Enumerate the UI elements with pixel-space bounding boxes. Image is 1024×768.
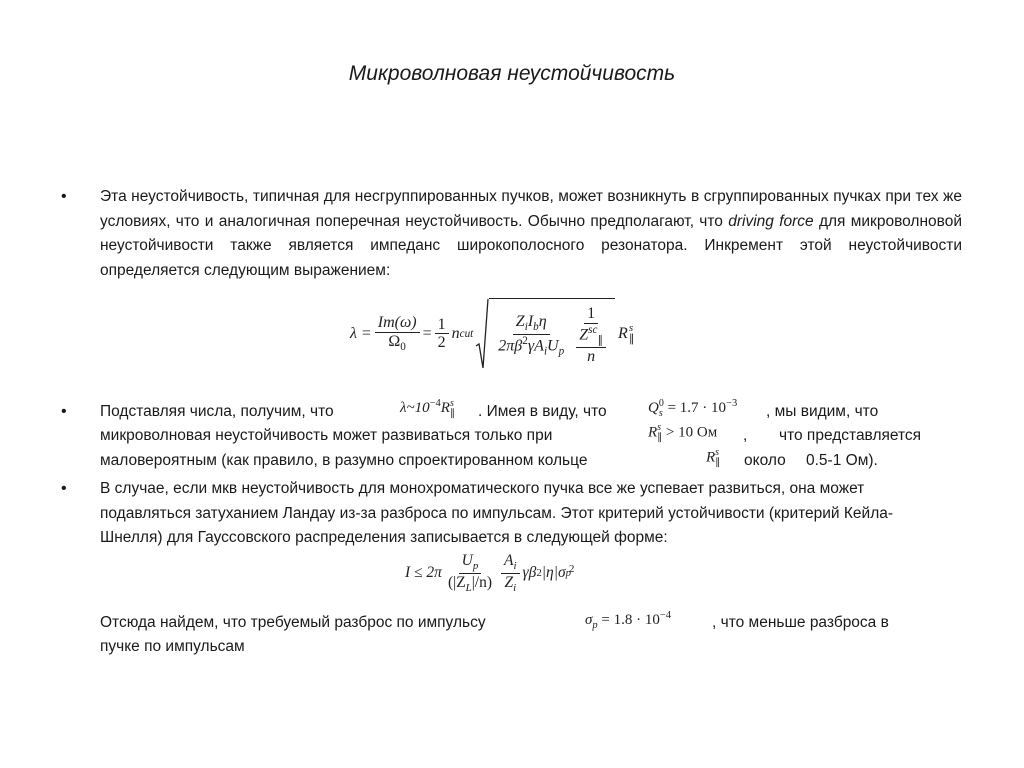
- f2-rest2: |η|σ: [541, 564, 566, 582]
- f1-sqrt: [475, 298, 615, 370]
- f-r2: R: [706, 449, 716, 466]
- f1-one: 1: [584, 305, 598, 324]
- f2-den1-rest: |/n): [471, 574, 493, 592]
- f-lambda-exp: −4: [429, 398, 441, 409]
- f2-rest2-sub: p: [565, 567, 572, 580]
- formula-keil-schnell: I ≤ 2π $\frac{U_p}{(|Z_L|/n)}$ $\frac{A_i}{Z_i}$ γβ 2 |η|σ p $^2$: [405, 552, 575, 595]
- formula-growth-rate: [350, 298, 634, 370]
- f2-lhs: I ≤ 2π: [405, 564, 442, 582]
- f1-n: n: [451, 325, 460, 342]
- f-sigma: σ: [585, 612, 593, 628]
- f1-zsc-sub: ∥: [597, 334, 604, 347]
- f2-frac2: [501, 552, 519, 595]
- f2-num1-sub: p: [472, 560, 479, 573]
- f2-num2-sub: i: [513, 560, 517, 573]
- f-r: R: [648, 424, 658, 441]
- f-sigma-exp: −4: [659, 610, 672, 621]
- f1-sq-den-u: U: [547, 336, 559, 354]
- formula-q-value: Q 0 s = $1.7 \cdot 10^{-3}$: [648, 397, 738, 419]
- f1-frac4: [573, 305, 609, 366]
- p2-part5: ,: [743, 427, 748, 444]
- p2-part7: маловероятным (как правило, в разумно спроектированном кольце: [100, 452, 588, 469]
- bullet-marker: •: [61, 403, 67, 420]
- f1-frac1: [375, 314, 420, 354]
- f-q-val: = 1.7 · 10: [667, 400, 727, 416]
- sqrt-sign-icon: [475, 298, 489, 370]
- p2-part2: . Имея в виду, что: [478, 403, 607, 420]
- f1-frac2: [435, 316, 449, 353]
- formula-lambda-value: $\lambda\sim 10^{-4}R$ s ∥: [400, 397, 455, 419]
- p2-part1: Подставляя числа, получим, что: [100, 403, 334, 420]
- f1-sq-num-z: Z: [515, 313, 525, 331]
- f1-num2: 1: [435, 316, 449, 335]
- f-q-exp: −3: [726, 398, 738, 409]
- paragraph-1-italic: driving force: [728, 212, 814, 230]
- f2-den2: Z: [504, 574, 514, 592]
- f1-frac3: $\frac{Z_iI_b\eta}{2\pi\beta^2\gamma A_iU_p}$: [498, 313, 565, 358]
- f2-num2: A: [504, 552, 514, 569]
- f2-den2-sub: i: [513, 582, 517, 595]
- f-r-val: > 10 Ом: [665, 424, 718, 441]
- f1-den1: Ω: [388, 332, 401, 350]
- f1-sq-num-i: I: [527, 313, 534, 331]
- f1-sq-den-b: γA: [527, 336, 544, 354]
- f1-sq-den-p: p: [558, 345, 565, 358]
- f1-num1: Im(ω): [377, 314, 417, 332]
- p2-part6: что представляется: [779, 427, 922, 444]
- f1-den1-sub: 0: [400, 340, 406, 353]
- f1-r-sub: ∥: [628, 333, 635, 345]
- f1-r-sup: s: [628, 322, 634, 334]
- f1-r: R: [618, 325, 628, 342]
- f1-sq-num-eta: η: [538, 313, 547, 331]
- f1-eq: =: [422, 325, 432, 342]
- bullet-marker: •: [61, 188, 67, 205]
- f1-lhs: λ =: [350, 325, 372, 342]
- paragraph-1-text-a: Эта неустойчивость, типичная для несгруппированных пучков, может возникнуть в сгруппированных пучках при тех же условиях, что и аналогичная поперечная неустойчивость. Обычно предполагают, что: [100, 188, 962, 230]
- f1-zsc: Z: [579, 326, 589, 344]
- f1-n-den: n: [587, 347, 596, 365]
- p4-part2: , что меньше разброса в: [712, 614, 889, 631]
- f1-sq-num-b: b: [533, 321, 539, 334]
- paragraph-4: [100, 611, 980, 661]
- bullet-marker: •: [61, 480, 67, 497]
- f-q: Q: [648, 400, 659, 416]
- f2-rest: γβ: [522, 564, 537, 582]
- paragraph-3: В случае, если мкв неустойчивость для монохроматического пучка все же успевает развиться, она может подавляться затуханием Ландау из-за разброса по импульсам. Этот критерий устойчивости (критерий Кейла-Шнелля) для Гауссовского распределения записывается в следующей форме:: [100, 480, 894, 546]
- f2-den1: (|Z: [447, 574, 466, 592]
- p2-part4: микроволновая неустойчивость может развиваться только при: [100, 427, 553, 444]
- f2-rest2-sup: 2: [569, 563, 575, 576]
- f1-zsc-sup: sc: [588, 323, 598, 336]
- f2-den1-sub: L: [465, 582, 472, 595]
- paragraph-1: [100, 185, 962, 283]
- p2-part9: 0.5-1 Ом).: [806, 452, 878, 469]
- f1-n-sub: cut: [459, 328, 474, 340]
- f-lambda: λ~10: [400, 400, 430, 416]
- formula-sigma-value: $\sigma_p = 1.8 \cdot 10^{-4}$: [585, 610, 672, 631]
- p4-part3: пучке по импульсам: [100, 638, 245, 655]
- f1-den2: 2: [437, 334, 446, 352]
- formula-r-symbol: R s ∥: [706, 447, 721, 468]
- p4-part1: Отсюда найдем, что требуемый разброс по импульсу: [100, 614, 486, 631]
- paragraph-2: [100, 397, 980, 474]
- slide-title: Микроволновая неустойчивость: [348, 62, 676, 85]
- formula-r-threshold: R s ∥ > 10 Ом: [648, 422, 718, 443]
- f1-sq-den-a: 2πβ: [498, 336, 523, 354]
- f2-num1: U: [461, 552, 473, 569]
- p2-part3: , мы видим, что: [766, 403, 879, 420]
- p2-part8: около: [744, 452, 786, 469]
- f2-frac1: [445, 552, 495, 595]
- paragraph-1-text-b: для микроволновой неустойчивости также является импеданс широкополосного резонатора. Инкремент этой неустойчивости определяется следующим выражением:: [100, 212, 962, 279]
- f-sigma-val: = 1.8 · 10: [601, 612, 660, 628]
